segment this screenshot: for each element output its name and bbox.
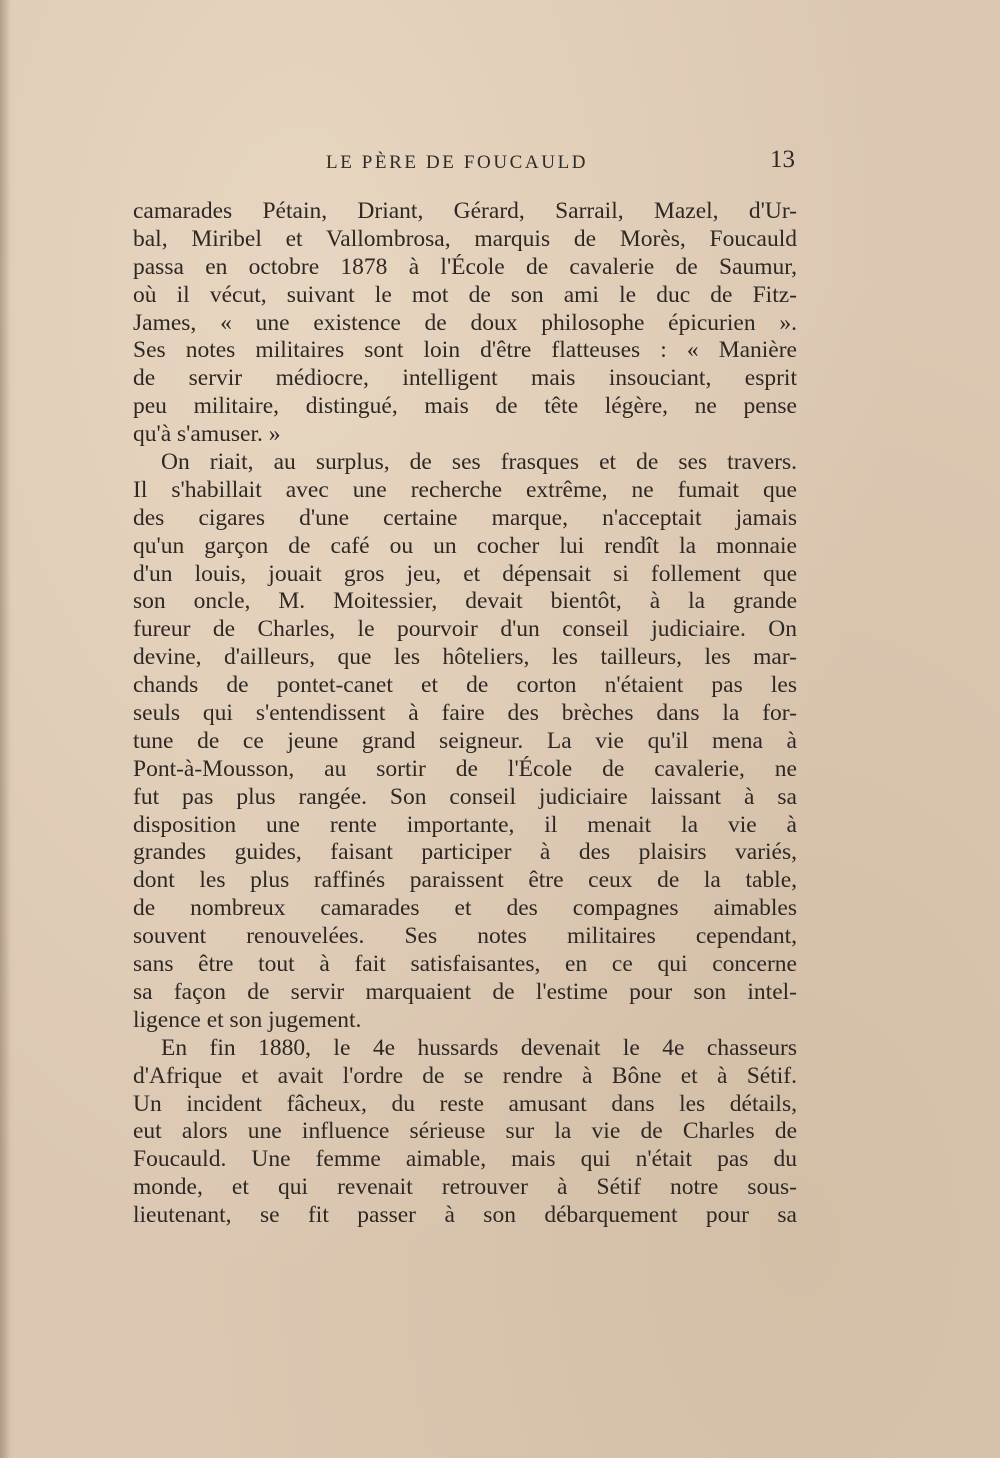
text-line: tune de ce jeune grand seigneur. La vie qu'il mena à — [133, 727, 797, 754]
text-line: Un incident fâcheux, du reste amusant dans les détails, — [133, 1090, 797, 1117]
text-line: bal, Miribel et Vallombrosa, marquis de Morès, Foucauld — [133, 225, 797, 252]
text-line: James, « une existence de doux philosophe épicurien ». — [133, 309, 797, 336]
paragraph-first-line: En fin 1880, le 4e hussards devenait le 4e chasseurs — [161, 1034, 797, 1061]
paragraph-first-line: On riait, au surplus, de ses frasques et de ses travers. — [161, 449, 797, 476]
text-line: Pont-à-Mousson, au sortir de l'École de cavalerie, ne — [133, 755, 797, 782]
text-line: camarades Pétain, Driant, Gérard, Sarrail, Mazel, d'Ur- — [133, 198, 797, 224]
text-line: Il s'habillait avec une recherche extrême, ne fumait que — [133, 476, 797, 503]
text-line: devine, d'ailleurs, que les hôteliers, les tailleurs, les mar- — [133, 644, 797, 671]
running-header — [0, 146, 1000, 180]
text-line: peu militaire, distingué, mais de tête légère, ne pense — [133, 393, 797, 420]
text-line: disposition une rente importante, il menait la vie à — [133, 811, 797, 838]
text-line: où il vécut, suivant le mot de son ami le duc de Fitz- — [133, 281, 797, 308]
page-number: 13 — [770, 146, 795, 173]
text-line: qu'à s'amuser. » — [133, 421, 281, 448]
text-line: des cigares d'une certaine marque, n'acceptait jamais — [133, 504, 797, 531]
text-line: monde, et qui revenait retrouver à Sétif notre sous- — [133, 1174, 797, 1201]
page-edge-shadow — [0, 0, 10, 1458]
text-line: son oncle, M. Moitessier, devait bientôt, à la grande — [133, 588, 797, 615]
text-line: ligence et son jugement. — [133, 1006, 362, 1033]
text-line: seuls qui s'entendissent à faire des brèches dans la for- — [133, 700, 797, 727]
text-line: Ses notes militaires sont loin d'être flatteuses : « Manière — [133, 337, 797, 364]
text-line: Foucauld. Une femme aimable, mais qui n'était pas du — [133, 1146, 797, 1173]
text-line: souvent renouvelées. Ses notes militaires cependant, — [133, 923, 797, 950]
body-text — [133, 198, 797, 1230]
text-line: fut pas plus rangée. Son conseil judiciaire laissant à sa — [133, 783, 797, 810]
text-line: chands de pontet-canet et de corton n'étaient pas les — [133, 672, 797, 699]
text-line: d'Afrique et avait l'ordre de se rendre à Bône et à Sétif. — [133, 1062, 797, 1089]
text-line: passa en octobre 1878 à l'École de cavalerie de Saumur, — [133, 253, 797, 280]
text-line: qu'un garçon de café ou un cocher lui rendît la monnaie — [133, 532, 797, 559]
text-line: d'un louis, jouait gros jeu, et dépensait si follement que — [133, 560, 797, 587]
text-line: sa façon de servir marquaient de l'estime pour son intel- — [133, 978, 797, 1005]
text-line: sans être tout à fait satisfaisantes, en ce qui concerne — [133, 951, 797, 978]
text-line: eut alors une influence sérieuse sur la vie de Charles de — [133, 1118, 797, 1145]
text-line: grandes guides, faisant participer à des plaisirs variés, — [133, 839, 797, 866]
text-line: fureur de Charles, le pourvoir d'un conseil judiciaire. On — [133, 616, 797, 643]
text-line: de nombreux camarades et des compagnes aimables — [133, 895, 797, 922]
text-line: lieutenant, se fit passer à son débarquement pour sa — [133, 1202, 797, 1229]
text-line: dont les plus raffinés paraissent être ceux de la table, — [133, 867, 797, 894]
running-title: LE PÈRE DE FOUCAULD — [326, 152, 589, 173]
text-line: de servir médiocre, intelligent mais insouciant, esprit — [133, 365, 797, 392]
